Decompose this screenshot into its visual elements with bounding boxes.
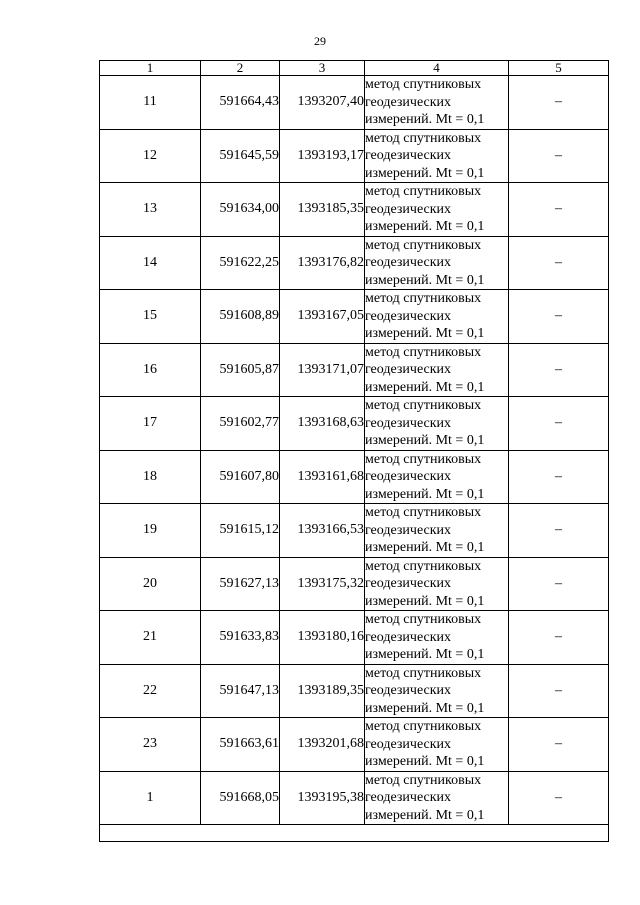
table-row [100,290,609,344]
empty-cell [100,825,609,842]
method-line: геодезических [365,683,452,698]
x-coordinate-cell: 591663,61 [201,718,280,772]
note-cell: – [509,664,609,718]
method-line: геодезических [365,469,452,484]
method-cell [365,76,509,130]
method-line: измерений. Mt = 0,1 [365,165,485,181]
header-col-4: 4 [365,61,509,76]
x-coordinate-cell: 591605,87 [201,343,280,397]
method-line: геодезических [365,522,452,538]
point-number-cell: 21 [100,611,201,665]
header-col-2: 2 [201,61,280,76]
method-line: измерений. Mt = 0,1 [365,219,485,234]
table-row [100,129,609,183]
note-cell: – [509,183,609,237]
x-coordinate-cell: 591668,05 [201,771,280,825]
x-coordinate-cell: 591622,25 [201,236,280,290]
y-coordinate-cell: 1393193,17 [280,129,365,183]
note-cell: – [509,397,609,451]
table-row [100,664,609,718]
table-row [100,183,609,237]
note-cell: – [509,343,609,397]
method-cell [365,771,509,825]
point-number-cell: 18 [100,450,201,504]
table-row [100,611,609,665]
method-line: измерений. Mt = 0,1 [365,593,485,609]
y-coordinate-cell: 1393201,68 [280,718,365,772]
page-number: 29 [314,34,326,48]
x-coordinate-cell: 591634,00 [201,183,280,237]
method-cell [365,290,509,344]
point-number-cell: 1 [100,771,201,825]
method-line: метод спутниковых [365,237,482,253]
note-cell: – [509,611,609,665]
y-coordinate-cell: 1393189,35 [280,664,365,718]
method-line: метод спутниковых [365,505,482,520]
note-cell: – [509,290,609,344]
method-cell [365,718,509,772]
note-cell: – [509,504,609,558]
method-line: измерений. Mt = 0,1 [365,754,485,769]
x-coordinate-cell: 591615,12 [201,504,280,558]
method-cell [365,129,509,183]
point-number-cell: 12 [100,129,201,183]
method-line: метод спутниковых [365,612,482,627]
method-line: метод спутниковых [365,184,482,199]
header-col-3: 3 [280,61,365,76]
method-cell [365,183,509,237]
x-coordinate-cell: 591664,43 [201,76,280,130]
x-coordinate-cell: 591633,83 [201,611,280,665]
y-coordinate-cell: 1393166,53 [280,504,365,558]
table-row [100,450,609,504]
header-col-1: 1 [100,61,201,76]
method-line: метод спутниковых [365,719,482,734]
y-coordinate-cell: 1393168,63 [280,397,365,451]
table-row [100,236,609,290]
empty-row [100,825,609,842]
method-line: измерений. Mt = 0,1 [365,700,485,716]
method-line: измерений. Mt = 0,1 [365,807,485,823]
y-coordinate-cell: 1393161,68 [280,450,365,504]
method-line: геодезических [365,148,452,163]
method-line: измерений. Mt = 0,1 [365,540,485,555]
point-number-cell: 19 [100,504,201,558]
method-line: измерений. Mt = 0,1 [365,112,485,127]
method-line: геодезических [365,576,452,591]
method-line: измерений. Mt = 0,1 [365,486,485,502]
note-cell: – [509,450,609,504]
table-row [100,718,609,772]
method-line: измерений. Mt = 0,1 [365,326,485,341]
table-row [100,557,609,611]
method-line: геодезических [365,736,452,752]
method-line: метод спутниковых [365,77,482,92]
coordinates-table-body [100,61,609,842]
x-coordinate-cell: 591608,89 [201,290,280,344]
point-number-cell: 15 [100,290,201,344]
method-line: метод спутниковых [365,772,482,788]
y-coordinate-cell: 1393195,38 [280,771,365,825]
note-cell: – [509,557,609,611]
method-cell [365,343,509,397]
y-coordinate-cell: 1393171,07 [280,343,365,397]
method-line: метод спутниковых [365,558,482,574]
method-line: метод спутниковых [365,398,482,413]
method-cell [365,611,509,665]
note-cell: – [509,129,609,183]
method-cell [365,236,509,290]
note-cell: – [509,718,609,772]
method-line: геодезических [365,308,452,324]
method-cell [365,397,509,451]
method-line: измерений. Mt = 0,1 [365,433,485,448]
method-line: геодезических [365,94,452,110]
x-coordinate-cell: 591602,77 [201,397,280,451]
table-row [100,771,609,825]
method-cell [365,504,509,558]
x-coordinate-cell: 591607,80 [201,450,280,504]
method-line: метод спутниковых [365,451,482,467]
point-number-cell: 17 [100,397,201,451]
x-coordinate-cell: 591627,13 [201,557,280,611]
point-number-cell: 22 [100,664,201,718]
header-row [100,61,609,76]
method-line: геодезических [365,629,452,645]
coordinates-table [99,60,609,842]
method-cell [365,450,509,504]
note-cell: – [509,771,609,825]
method-line: измерений. Mt = 0,1 [365,379,485,395]
y-coordinate-cell: 1393207,40 [280,76,365,130]
method-cell [365,664,509,718]
method-line: метод спутниковых [365,344,482,360]
y-coordinate-cell: 1393167,05 [280,290,365,344]
table-row [100,397,609,451]
y-coordinate-cell: 1393185,35 [280,183,365,237]
header-col-5: 5 [509,61,609,76]
x-coordinate-cell: 591645,59 [201,129,280,183]
x-coordinate-cell: 591647,13 [201,664,280,718]
method-line: геодезических [365,201,452,217]
note-cell: – [509,236,609,290]
table-row [100,504,609,558]
method-line: измерений. Mt = 0,1 [365,647,485,662]
note-cell: – [509,76,609,130]
y-coordinate-cell: 1393180,16 [280,611,365,665]
table-row [100,76,609,130]
point-number-cell: 16 [100,343,201,397]
method-line: геодезических [365,362,452,377]
method-cell [365,557,509,611]
method-line: геодезических [365,255,452,270]
point-number-cell: 20 [100,557,201,611]
point-number-cell: 14 [100,236,201,290]
method-line: метод спутниковых [365,291,482,306]
point-number-cell: 11 [100,76,201,130]
y-coordinate-cell: 1393175,32 [280,557,365,611]
point-number-cell: 13 [100,183,201,237]
method-line: измерений. Mt = 0,1 [365,272,485,288]
point-number-cell: 23 [100,718,201,772]
y-coordinate-cell: 1393176,82 [280,236,365,290]
method-line: геодезических [365,790,452,805]
method-line: геодезических [365,415,452,431]
method-line: метод спутниковых [365,130,482,146]
method-line: метод спутниковых [365,665,482,681]
table-row [100,343,609,397]
